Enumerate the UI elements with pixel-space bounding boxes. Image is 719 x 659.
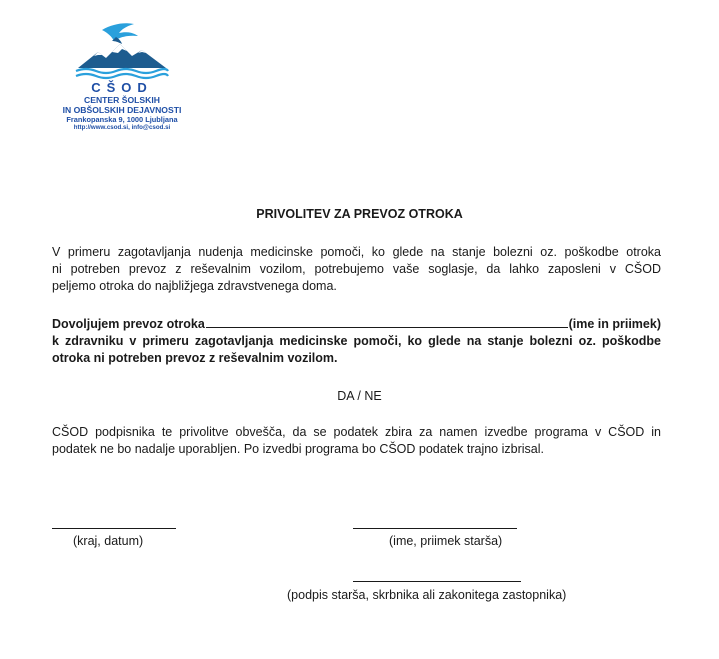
parent-name-label: (ime, priimek starša) (389, 534, 503, 548)
mountain-bird-icon (72, 22, 172, 80)
logo-line-1: CENTER ŠOLSKIH (84, 95, 160, 105)
consent-suffix: (ime in priimek) (568, 317, 661, 331)
place-date-field[interactable] (52, 528, 176, 529)
consent-paragraph (52, 315, 661, 367)
signature-field[interactable] (353, 581, 521, 582)
notice-paragraph (52, 424, 661, 458)
place-date-label: (kraj, datum) (73, 534, 144, 548)
logo-contact: http://www.csod.si, info@csod.si (73, 124, 171, 131)
parent-name-field[interactable] (353, 528, 517, 529)
document-title: PRIVOLITEV ZA PREVOZ OTROKA (256, 207, 463, 221)
logo-name: CŠOD (91, 80, 153, 95)
csod-logo (46, 22, 198, 132)
consent-line-1 (52, 315, 661, 333)
logo-line-2: IN OBŠOLSKIH DEJAVNOSTI (62, 105, 182, 115)
intro-paragraph (52, 244, 661, 295)
consent-line-3: otroka ni potreben prevoz z reševalnim vozilom. (52, 351, 338, 365)
intro-line: ni potreben prevoz z reševalnim vozilom, potrebujemo vaše soglasje, da lahko zaposleni v CŠOD (52, 262, 661, 276)
notice-line: CŠOD podpisnika te privolitve obvešča, da se podatek zbira za namen izvedbe programa v CŠOD in (52, 425, 661, 439)
child-name-field[interactable] (206, 315, 568, 328)
notice-line: podatek ne bo nadalje uporabljen. Po izvedbi programa bo CŠOD podatek trajno izbrisal. (52, 442, 544, 456)
consent-prefix: Dovoljujem prevoz otroka (52, 317, 205, 331)
logo-address: Frankopanska 9, 1000 Ljubljana (66, 115, 178, 124)
yes-no-choice[interactable]: DA / NE (337, 389, 382, 403)
consent-line-2: k zdravniku v primeru zagotavljanja medicinske pomoči, ko glede na stanje bolezni oz. poškodbe (52, 334, 661, 348)
intro-line: peljemo otroka do najbližjega zdravstvenega doma. (52, 279, 337, 293)
intro-line: V primeru zagotavljanja nudenja medicinske pomoči, ko glede na stanje bolezni oz. poškodbe otroka (52, 245, 661, 259)
signature-label: (podpis starša, skrbnika ali zakonitega zastopnika) (287, 588, 567, 602)
